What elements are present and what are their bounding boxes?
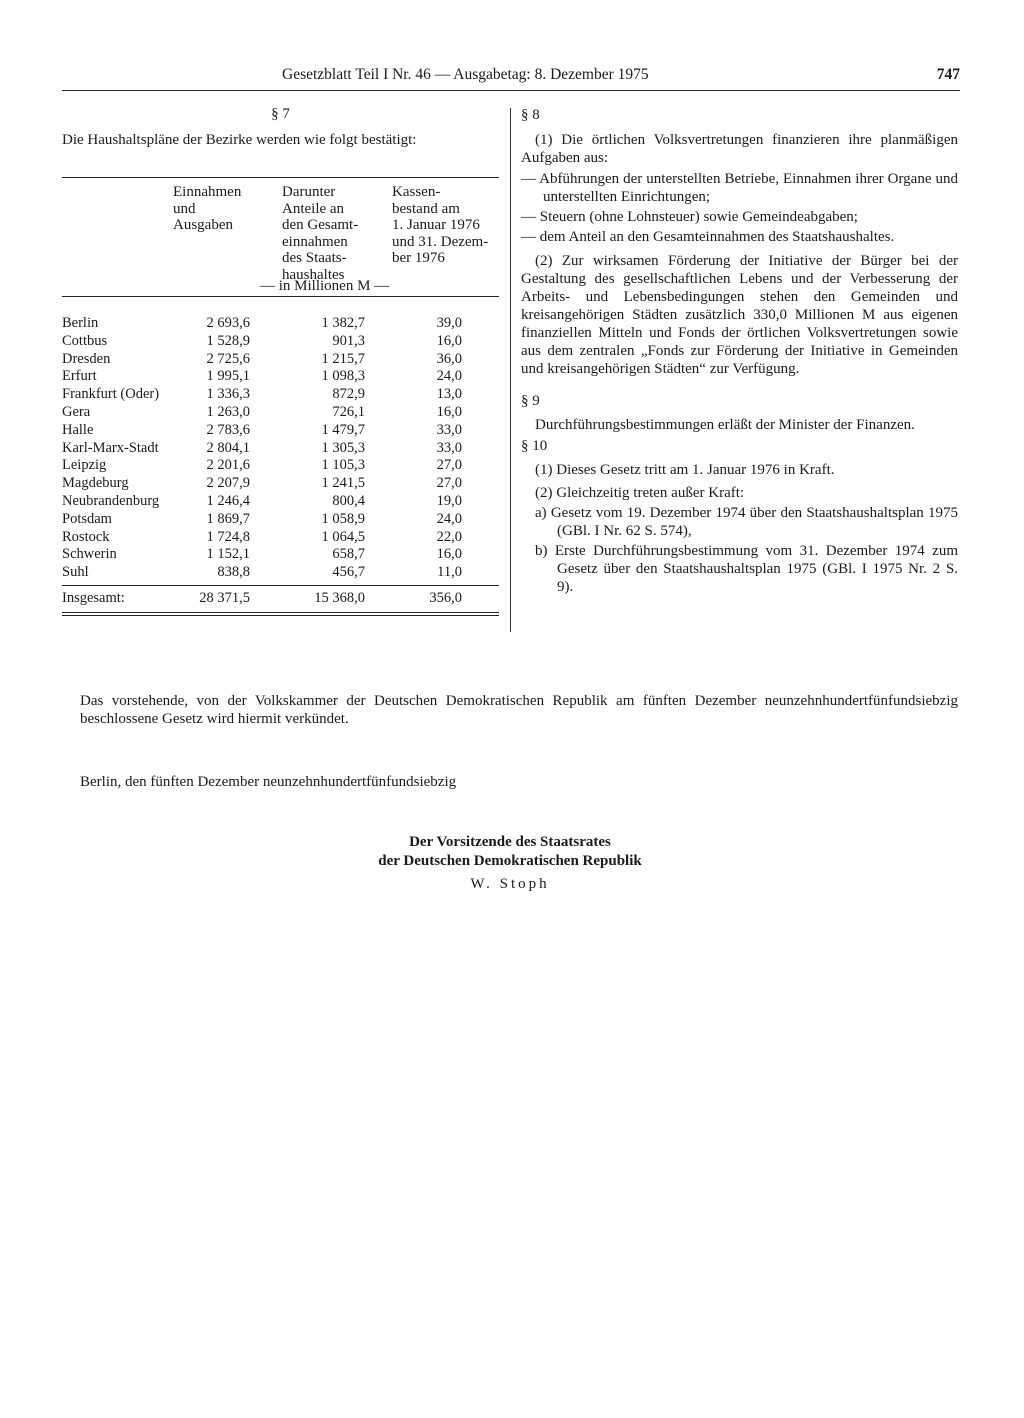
- table-row: [62, 529, 499, 547]
- anteile-value: 456,7: [332, 564, 365, 581]
- table-row: [62, 386, 499, 404]
- kassenbestand-value: 16,0: [436, 403, 462, 420]
- column-divider: [510, 108, 511, 632]
- running-header: Gesetzblatt Teil I Nr. 46 — Ausgabetag: 8. Dezember 1975: [282, 66, 649, 83]
- anteile-value: 1 241,5: [321, 475, 365, 492]
- district-name: Rostock: [62, 528, 110, 545]
- einnahmen-value: 2 783,6: [206, 421, 250, 438]
- kassenbestand-value: 33,0: [436, 439, 462, 456]
- signatory-name: W. Stoph: [470, 876, 550, 892]
- einnahmen-value: 1 152,1: [206, 546, 250, 563]
- table-total-rule: [62, 585, 499, 586]
- column-header-einnahmen: Einnahmen und Ausgaben: [173, 184, 242, 233]
- einnahmen-value: 1 246,4: [206, 492, 250, 509]
- section-8-item-1: — Abführungen der unterstellten Betriebe, Einnahmen ihrer Organe und unterstellten Einrichtungen;: [521, 171, 958, 205]
- einnahmen-value: 1 336,3: [206, 386, 250, 403]
- column-header-anteile: Darunter Anteile an den Gesamt- einnahmen des Staats- haushaltes: [282, 184, 359, 283]
- kassenbestand-value: 39,0: [436, 315, 462, 331]
- table-row: [62, 404, 499, 422]
- section-7: [62, 106, 499, 616]
- section-10-para-1: (1) Dieses Gesetz tritt am 1. Januar 1976 in Kraft.: [535, 462, 835, 478]
- anteile-value: 1 058,9: [321, 510, 365, 527]
- district-name: Cottbus: [62, 332, 108, 349]
- anteile-value: 872,9: [332, 386, 365, 403]
- table-row: [62, 440, 499, 458]
- anteile-value: 1 215,7: [321, 350, 365, 367]
- sections-8-10: [521, 106, 958, 596]
- table-row: [62, 368, 499, 386]
- section-8-title: § 8: [521, 107, 540, 123]
- table-row: [62, 351, 499, 369]
- kassenbestand-value: 22,0: [436, 528, 462, 545]
- signature-title-line-1: Der Vorsitzende des Staatsrates: [409, 834, 611, 850]
- anteile-value: 726,1: [332, 403, 365, 420]
- section-9-para: Durchführungsbestimmungen erläßt der Minister der Finanzen.: [535, 417, 915, 433]
- section-8-para-2: (2) Zur wirksamen Förderung der Initiative der Bürger bei der Gestaltung des gesellschaftlichen Lebens und der Verbesserung der Arbeits- und Lebensbedingungen stehen den Gemeinden und kreisangehörigen Städten zusätzlich 330,0 Millionen M aus eigenen finanziellen Mitteln und Fonds der örtlichen Volksvertretungen sowie aus dem zentralen „Fonds zur Förderung der Initiative in Gemeinden und kreisangehörigen Städten“ zur Verfügung.: [521, 253, 958, 377]
- einnahmen-value: 1 995,1: [206, 368, 250, 385]
- section-9-title: § 9: [521, 393, 540, 409]
- einnahmen-value: 2 207,9: [206, 475, 250, 492]
- table-row: [62, 564, 499, 582]
- table-row: [62, 457, 499, 475]
- section-8-item-2: — Steuern (ohne Lohnsteuer) sowie Gemeindeabgaben;: [521, 209, 858, 225]
- table-row: [62, 422, 499, 440]
- signature-block: [270, 833, 750, 894]
- anteile-value: 658,7: [332, 546, 365, 563]
- einnahmen-value: 1 263,0: [206, 403, 250, 420]
- district-name: Berlin: [62, 315, 99, 331]
- district-name: Karl-Marx-Stadt: [62, 439, 159, 456]
- kassenbestand-value: 33,0: [436, 421, 462, 438]
- anteile-value: 901,3: [332, 332, 365, 349]
- einnahmen-value: 1 869,7: [206, 510, 250, 527]
- section-7-intro: Die Haushaltspläne der Bezirke werden wie folgt bestätigt:: [62, 132, 417, 148]
- unit-label: — in Millionen M —: [260, 278, 390, 294]
- kassenbestand-value: 36,0: [436, 350, 462, 367]
- table-row: [62, 333, 499, 351]
- total-label: Insgesamt:: [62, 589, 125, 606]
- einnahmen-value: 2 201,6: [206, 457, 250, 474]
- section-8-para-1: (1) Die örtlichen Volksvertretungen finanzieren ihre planmäßigen Aufgaben aus:: [521, 132, 958, 166]
- anteile-value: 1 098,3: [321, 368, 365, 385]
- einnahmen-value: 2 693,6: [206, 315, 250, 331]
- kassenbestand-value: 13,0: [436, 386, 462, 403]
- anteile-value: 1 064,5: [321, 528, 365, 545]
- district-name: Dresden: [62, 350, 111, 367]
- district-name: Halle: [62, 421, 94, 438]
- column-header-kassenbestand: Kassen- bestand am 1. Januar 1976 und 31. Dezem- ber 1976: [392, 184, 489, 266]
- section-10-para-2: (2) Gleichzeitig treten außer Kraft:: [535, 485, 745, 501]
- einnahmen-value: 1 528,9: [206, 332, 250, 349]
- anteile-value: 1 479,7: [321, 421, 365, 438]
- district-name: Leipzig: [62, 457, 107, 474]
- total-kassenbestand: 356,0: [429, 589, 462, 606]
- section-7-title: § 7: [271, 106, 290, 122]
- table-row: [62, 511, 499, 529]
- signature-title-line-2: der Deutschen Demokratischen Republik: [378, 853, 642, 869]
- district-name: Potsdam: [62, 510, 112, 527]
- district-name: Suhl: [62, 564, 89, 581]
- kassenbestand-value: 24,0: [436, 510, 462, 527]
- einnahmen-value: 838,8: [217, 564, 250, 581]
- section-10-item-b: b) Erste Durchführungsbestimmung vom 31. Dezember 1974 zum Gesetz über den Staatshaushaltsplan 1975 (GBl. I 1975 Nr. 2 S. 9).: [535, 543, 958, 595]
- total-einnahmen: 28 371,5: [199, 589, 250, 606]
- kassenbestand-value: 24,0: [436, 368, 462, 385]
- table-row: [62, 493, 499, 511]
- section-10-title: § 10: [521, 438, 548, 454]
- district-name: Erfurt: [62, 368, 97, 385]
- page-number: 747: [936, 66, 960, 83]
- kassenbestand-value: 19,0: [436, 492, 462, 509]
- district-name: Schwerin: [62, 546, 117, 563]
- district-name: Magdeburg: [62, 475, 129, 492]
- einnahmen-value: 2 725,6: [206, 350, 250, 367]
- table-row: [62, 546, 499, 564]
- table-total-row: [62, 588, 499, 608]
- section-10-item-a: a) Gesetz vom 19. Dezember 1974 über den Staatshaushaltsplan 1975 (GBl. I Nr. 62 S. 574),: [535, 505, 958, 539]
- total-anteile: 15 368,0: [314, 589, 365, 606]
- kassenbestand-value: 27,0: [436, 475, 462, 492]
- anteile-value: 1 305,3: [321, 439, 365, 456]
- district-name: Gera: [62, 403, 91, 420]
- proclamation-text: Das vorstehende, von der Volkskammer der Deutschen Demokratischen Republik am fünften Dezember neunzehnhundertfünfundsiebzig beschlossene Gesetz wird hiermit verkündet.: [80, 693, 958, 727]
- anteile-value: 1 382,7: [321, 315, 365, 331]
- einnahmen-value: 2 804,1: [206, 439, 250, 456]
- kassenbestand-value: 11,0: [437, 564, 462, 581]
- kassenbestand-value: 16,0: [436, 332, 462, 349]
- table-header: [62, 178, 499, 296]
- district-name: Neubrandenburg: [62, 492, 160, 509]
- einnahmen-value: 1 724,8: [206, 528, 250, 545]
- table-body: [62, 315, 499, 582]
- anteile-value: 1 105,3: [321, 457, 365, 474]
- table-row: [62, 475, 499, 493]
- anteile-value: 800,4: [332, 492, 365, 509]
- place-date: Berlin, den fünften Dezember neunzehnhundertfünfundsiebzig: [80, 774, 457, 790]
- table-row: [62, 315, 499, 333]
- header-rule: [62, 90, 960, 91]
- district-name: Frankfurt (Oder): [62, 386, 160, 403]
- section-8-item-3: — dem Anteil an den Gesamteinnahmen des Staatshaushaltes.: [521, 229, 895, 245]
- kassenbestand-value: 27,0: [436, 457, 462, 474]
- kassenbestand-value: 16,0: [436, 546, 462, 563]
- table-bottom-double-rule: [62, 612, 499, 616]
